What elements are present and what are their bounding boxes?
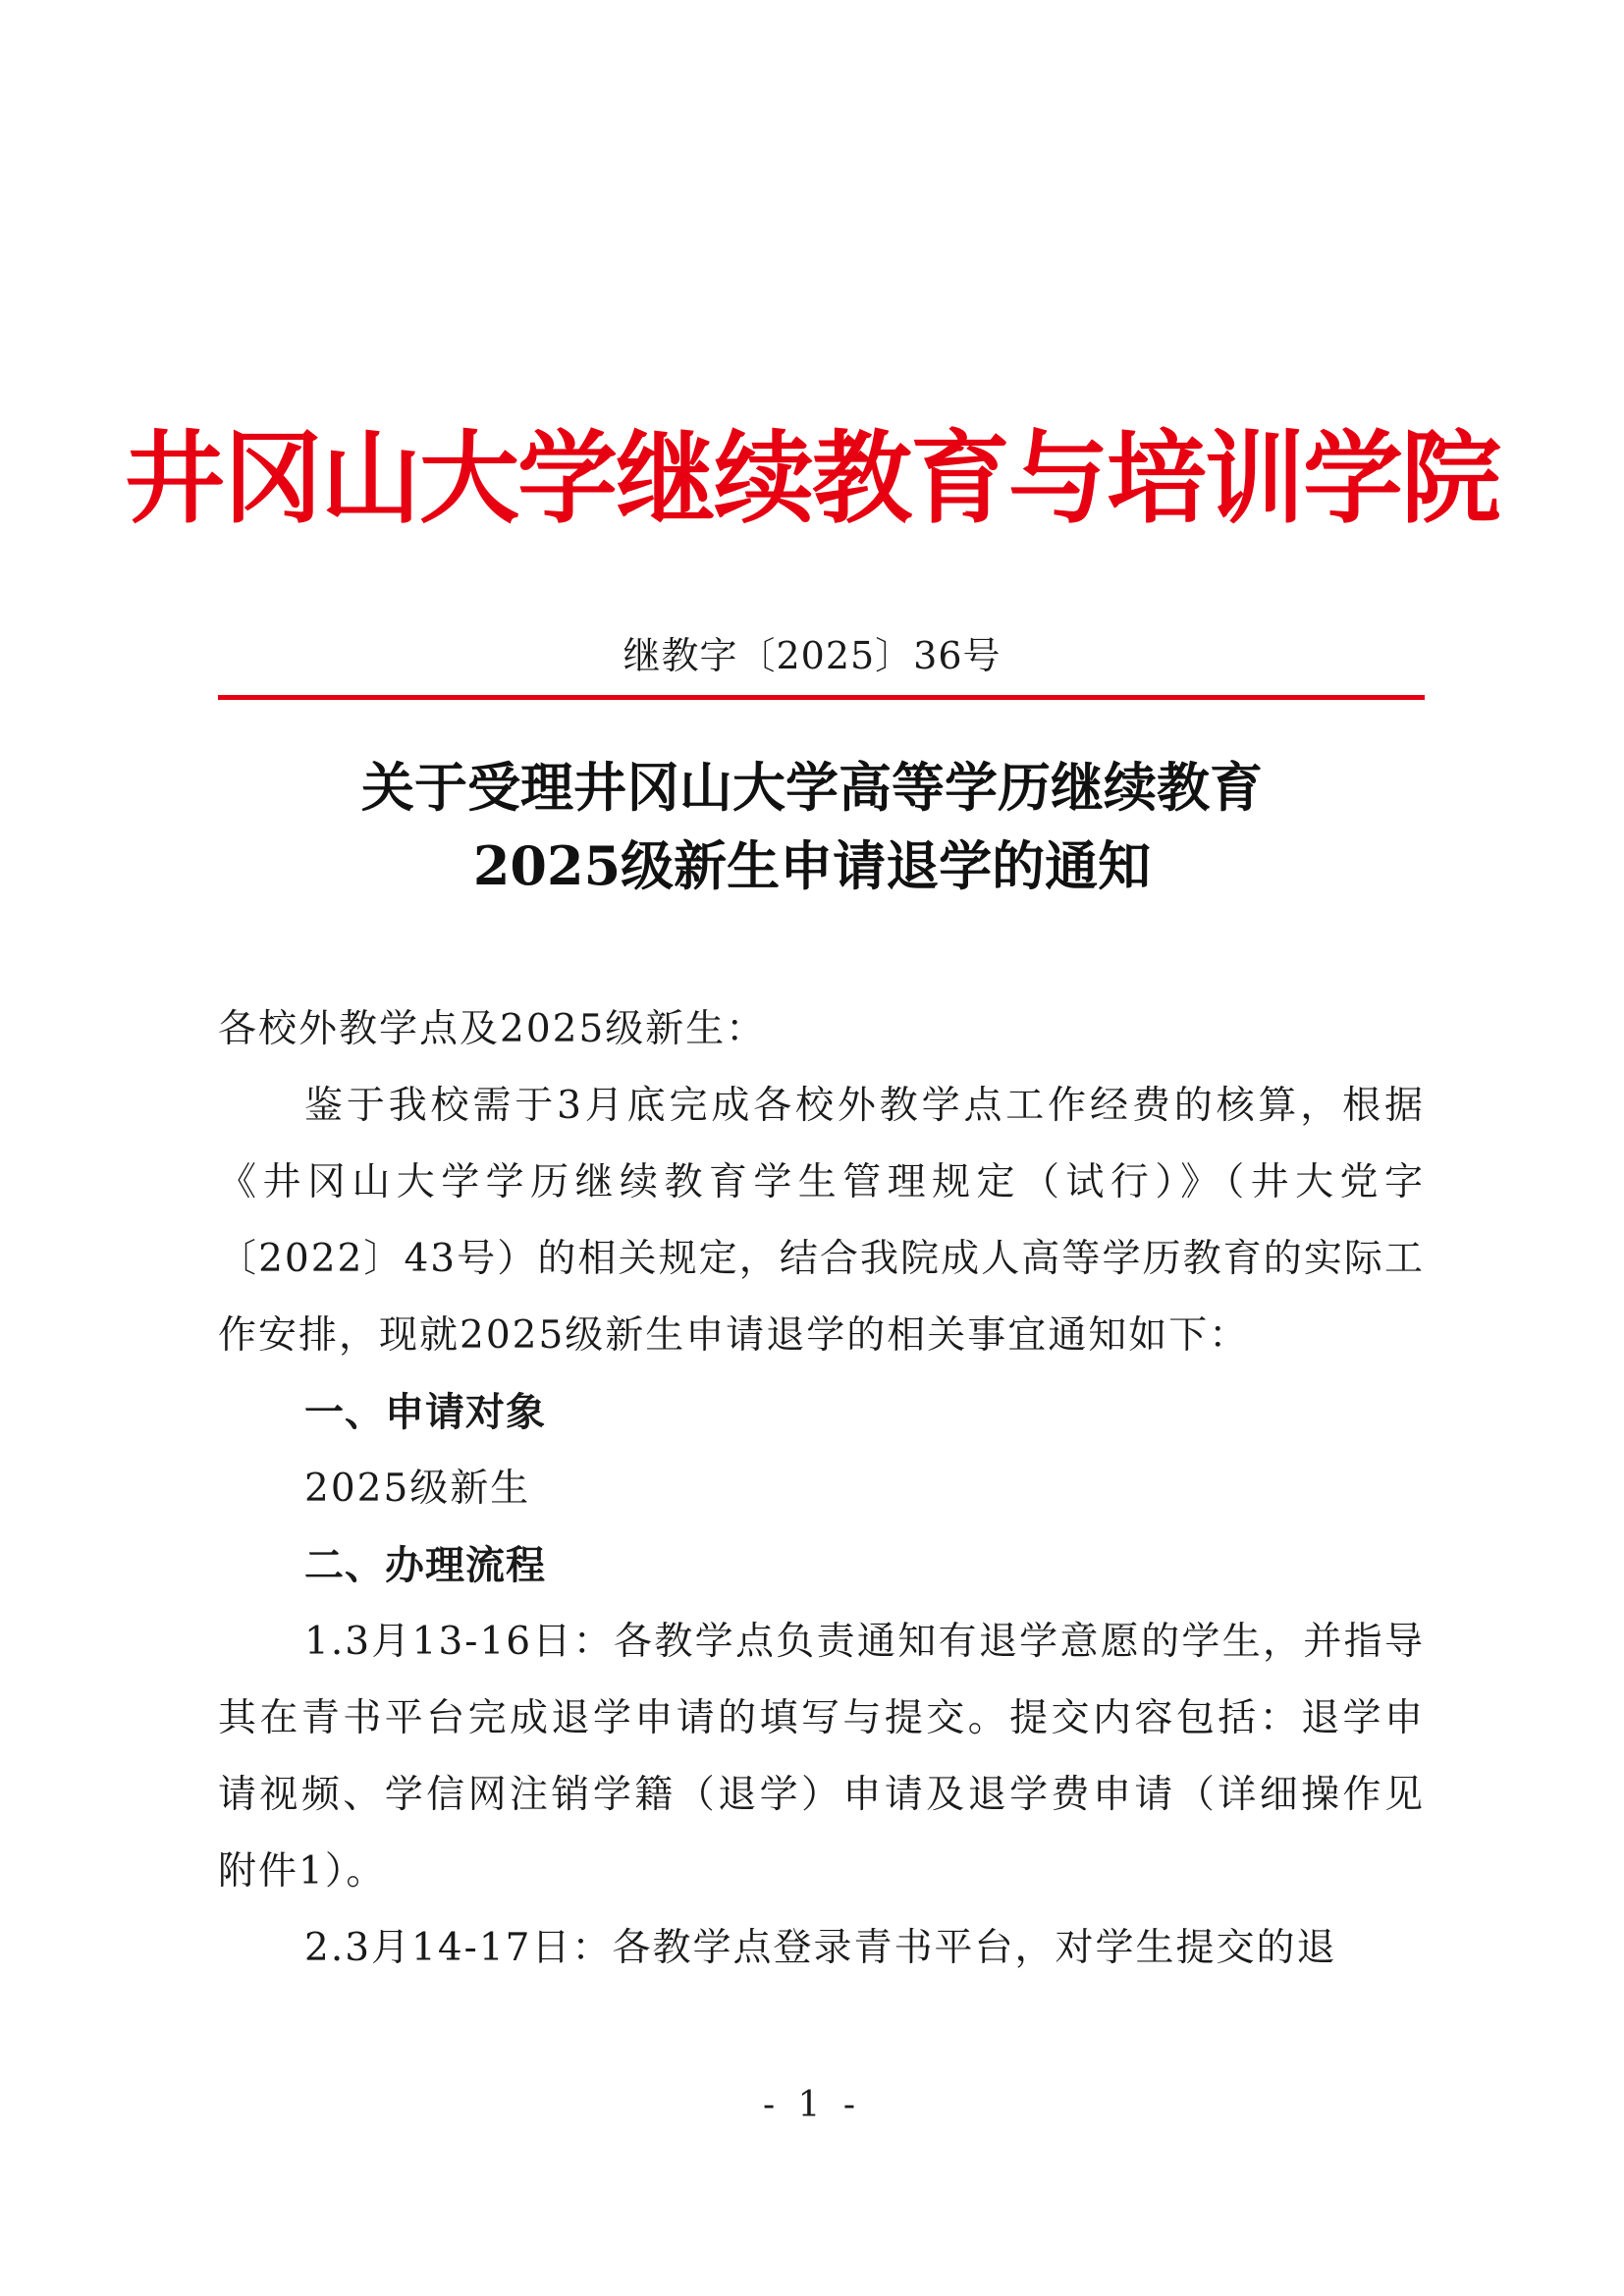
notice-body (218, 991, 1425, 1987)
notice-title-line-2: 2025级新生申请退学的通知 (472, 834, 1152, 897)
notice-title (157, 748, 1467, 905)
document-number: 继教字〔2025〕36号 (623, 634, 1001, 677)
procedure-step-2: 2.3月14-17日：各教学点登录青书平台，对学生提交的退 (304, 1926, 1337, 1970)
section-text-applicants: 2025级新生 (304, 1467, 531, 1511)
page-number: - 1 - (762, 2085, 862, 2125)
intro-paragraph: 鉴于我校需于3月底完成各校外教学点工作经费的核算，根据《井冈山大学学历继续教育学生管理规定（试行）》（井大党字〔2022〕43号）的相关规定，结合我院成人高等学历教育的实际工作安排，现就2025级新生申请退学的相关事宜通知如下： (218, 1084, 1425, 1358)
institution-title: 井冈山大学继续教育与培训学院 (125, 420, 1499, 538)
salutation: 各校外教学点及2025级新生： (218, 1007, 767, 1051)
notice-title-line-1: 关于受理井冈山大学高等学历继续教育 (361, 756, 1263, 819)
section-heading-applicants: 一、申请对象 (304, 1390, 546, 1435)
red-divider-line (218, 695, 1425, 700)
procedure-step-1: 1.3月13-16日：各教学点负责通知有退学意愿的学生，并指导其在青书平台完成退学申请的填写与提交。提交内容包括：退学申请视频、学信网注销学籍（退学）申请及退学费申请（详细操作见附件1）。 (218, 1620, 1425, 1894)
section-heading-procedure: 二、办理流程 (304, 1543, 546, 1588)
